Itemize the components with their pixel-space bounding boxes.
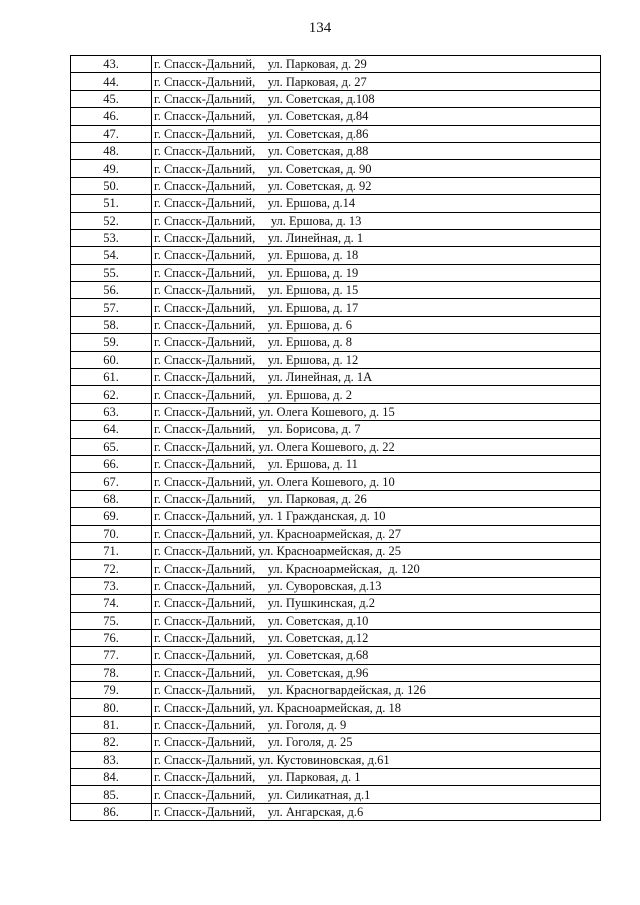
address-cell: г. Спасск-Дальний, ул. Советская, д.86 — [152, 125, 601, 142]
table-row — [71, 769, 601, 786]
address-cell: г. Спасск-Дальний, ул. Парковая, д. 29 — [152, 56, 601, 73]
table-row — [71, 316, 601, 333]
address-cell: г. Спасск-Дальний, ул. Гоголя, д. 25 — [152, 734, 601, 751]
address-cell: г. Спасск-Дальний, ул. Красноармейская, д. 120 — [152, 560, 601, 577]
address-cell: г. Спасск-Дальний, ул. Ершова, д. 17 — [152, 299, 601, 316]
row-number: 79. — [71, 682, 152, 699]
address-cell: г. Спасск-Дальний, ул. Суворовская, д.13 — [152, 577, 601, 594]
address-cell: г. Спасск-Дальний, ул. Парковая, д. 26 — [152, 490, 601, 507]
address-cell: г. Спасск-Дальний, ул. Советская, д.68 — [152, 647, 601, 664]
address-cell: г. Спасск-Дальний, ул. Парковая, д. 27 — [152, 73, 601, 90]
table-row — [71, 177, 601, 194]
row-number: 44. — [71, 73, 152, 90]
table-row — [71, 421, 601, 438]
page-number: 134 — [308, 20, 332, 36]
table-row — [71, 525, 601, 542]
address-cell: г. Спасск-Дальний, ул. Олега Кошевого, д. 10 — [152, 473, 601, 490]
table-row — [71, 56, 601, 73]
row-number: 84. — [71, 769, 152, 786]
address-cell: г. Спасск-Дальний, ул. Ершова, д. 2 — [152, 386, 601, 403]
row-number: 62. — [71, 386, 152, 403]
address-cell: г. Спасск-Дальний, ул. Ершова, д. 11 — [152, 455, 601, 472]
address-cell: г. Спасск-Дальний, ул. Красноармейская, д. 18 — [152, 699, 601, 716]
row-number: 52. — [71, 212, 152, 229]
row-number: 67. — [71, 473, 152, 490]
address-cell: г. Спасск-Дальний, ул. Ершова, д. 8 — [152, 334, 601, 351]
row-number: 56. — [71, 282, 152, 299]
row-number: 43. — [71, 56, 152, 73]
row-number: 73. — [71, 577, 152, 594]
address-cell: г. Спасск-Дальний, ул. Ершова, д. 18 — [152, 247, 601, 264]
row-number: 71. — [71, 542, 152, 559]
table-row — [71, 438, 601, 455]
table-row — [71, 542, 601, 559]
address-cell: г. Спасск-Дальний, ул. Советская, д.84 — [152, 108, 601, 125]
table-row — [71, 229, 601, 246]
row-number: 74. — [71, 595, 152, 612]
table-row — [71, 73, 601, 90]
row-number: 50. — [71, 177, 152, 194]
row-number: 68. — [71, 490, 152, 507]
address-table-body — [71, 56, 601, 821]
table-row — [71, 647, 601, 664]
row-number: 75. — [71, 612, 152, 629]
row-number: 61. — [71, 369, 152, 386]
row-number: 48. — [71, 142, 152, 159]
row-number: 54. — [71, 247, 152, 264]
table-row — [71, 595, 601, 612]
table-row — [71, 160, 601, 177]
row-number: 57. — [71, 299, 152, 316]
table-row — [71, 90, 601, 107]
table-row — [71, 195, 601, 212]
row-number: 72. — [71, 560, 152, 577]
row-number: 47. — [71, 125, 152, 142]
row-number: 82. — [71, 734, 152, 751]
row-number: 46. — [71, 108, 152, 125]
row-number: 83. — [71, 751, 152, 768]
address-cell: г. Спасск-Дальний, ул. Олега Кошевого, д. 22 — [152, 438, 601, 455]
row-number: 78. — [71, 664, 152, 681]
row-number: 65. — [71, 438, 152, 455]
address-cell: г. Спасск-Дальний, ул. Советская, д.88 — [152, 142, 601, 159]
table-row — [71, 629, 601, 646]
address-cell: г. Спасск-Дальний, ул. Ершова, д. 6 — [152, 316, 601, 333]
table-row — [71, 612, 601, 629]
table-row — [71, 508, 601, 525]
address-cell: г. Спасск-Дальний, ул. Ершова, д.14 — [152, 195, 601, 212]
row-number: 59. — [71, 334, 152, 351]
table-row — [71, 125, 601, 142]
table-row — [71, 716, 601, 733]
address-cell: г. Спасск-Дальний, ул. Линейная, д. 1 — [152, 229, 601, 246]
table-row — [71, 577, 601, 594]
table-row — [71, 682, 601, 699]
address-cell: г. Спасск-Дальний, ул. Красногвардейская, д. 126 — [152, 682, 601, 699]
row-number: 64. — [71, 421, 152, 438]
address-cell: г. Спасск-Дальний, ул. Ершова, д. 13 — [152, 212, 601, 229]
address-cell: г. Спасск-Дальний, ул. Советская, д. 92 — [152, 177, 601, 194]
row-number: 69. — [71, 508, 152, 525]
row-number: 66. — [71, 455, 152, 472]
table-row — [71, 212, 601, 229]
table-row — [71, 786, 601, 803]
row-number: 45. — [71, 90, 152, 107]
address-cell: г. Спасск-Дальний, ул. Кустовиновская, д.61 — [152, 751, 601, 768]
address-cell: г. Спасск-Дальний, ул. 1 Гражданская, д. 10 — [152, 508, 601, 525]
table-row — [71, 664, 601, 681]
table-row — [71, 299, 601, 316]
table-row — [71, 282, 601, 299]
table-row — [71, 334, 601, 351]
row-number: 51. — [71, 195, 152, 212]
row-number: 58. — [71, 316, 152, 333]
table-row — [71, 751, 601, 768]
row-number: 81. — [71, 716, 152, 733]
address-cell: г. Спасск-Дальний, ул. Борисова, д. 7 — [152, 421, 601, 438]
address-cell: г. Спасск-Дальний, ул. Линейная, д. 1А — [152, 369, 601, 386]
table-row — [71, 699, 601, 716]
table-row — [71, 455, 601, 472]
table-row — [71, 264, 601, 281]
address-cell: г. Спасск-Дальний, ул. Гоголя, д. 9 — [152, 716, 601, 733]
address-cell: г. Спасск-Дальний, ул. Ершова, д. 12 — [152, 351, 601, 368]
row-number: 70. — [71, 525, 152, 542]
address-cell: г. Спасск-Дальний, ул. Советская, д.108 — [152, 90, 601, 107]
table-row — [71, 108, 601, 125]
row-number: 80. — [71, 699, 152, 716]
address-cell: г. Спасск-Дальний, ул. Ангарская, д.6 — [152, 803, 601, 820]
table-row — [71, 734, 601, 751]
table-row — [71, 142, 601, 159]
address-cell: г. Спасск-Дальний, ул. Советская, д. 90 — [152, 160, 601, 177]
table-row — [71, 560, 601, 577]
table-row — [71, 803, 601, 820]
address-cell: г. Спасск-Дальний, ул. Советская, д.96 — [152, 664, 601, 681]
table-row — [71, 351, 601, 368]
address-cell: г. Спасск-Дальний, ул. Советская, д.12 — [152, 629, 601, 646]
row-number: 85. — [71, 786, 152, 803]
address-cell: г. Спасск-Дальний, ул. Силикатная, д.1 — [152, 786, 601, 803]
row-number: 55. — [71, 264, 152, 281]
row-number: 49. — [71, 160, 152, 177]
address-cell: г. Спасск-Дальний, ул. Олега Кошевого, д. 15 — [152, 403, 601, 420]
table-row — [71, 473, 601, 490]
address-table — [70, 55, 601, 821]
row-number: 86. — [71, 803, 152, 820]
row-number: 63. — [71, 403, 152, 420]
table-row — [71, 386, 601, 403]
address-cell: г. Спасск-Дальний, ул. Ершова, д. 15 — [152, 282, 601, 299]
table-row — [71, 490, 601, 507]
table-row — [71, 247, 601, 264]
address-cell: г. Спасск-Дальний, ул. Парковая, д. 1 — [152, 769, 601, 786]
row-number: 77. — [71, 647, 152, 664]
address-cell: г. Спасск-Дальний, ул. Ершова, д. 19 — [152, 264, 601, 281]
table-row — [71, 369, 601, 386]
row-number: 76. — [71, 629, 152, 646]
address-cell: г. Спасск-Дальний, ул. Советская, д.10 — [152, 612, 601, 629]
address-cell: г. Спасск-Дальний, ул. Красноармейская, д. 27 — [152, 525, 601, 542]
row-number: 60. — [71, 351, 152, 368]
address-cell: г. Спасск-Дальний, ул. Пушкинская, д.2 — [152, 595, 601, 612]
table-row — [71, 403, 601, 420]
address-cell: г. Спасск-Дальний, ул. Красноармейская, д. 25 — [152, 542, 601, 559]
row-number: 53. — [71, 229, 152, 246]
